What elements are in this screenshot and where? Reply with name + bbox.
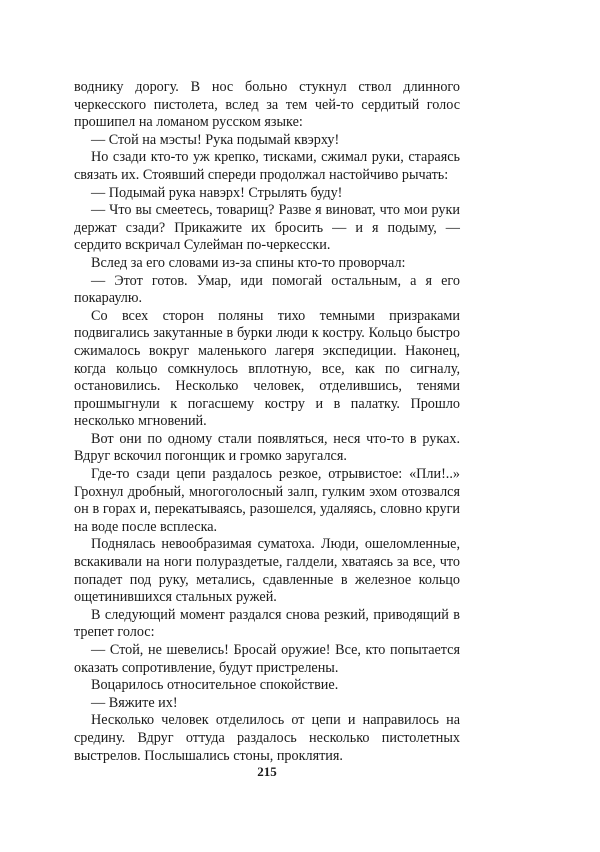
paragraph: — Стой на мэсты! Рука подымай квэрху! (91, 131, 340, 148)
paragraph: В следующий момент раздался снова резкий, приводящий в трепет голос: (74, 606, 460, 641)
paragraph: Поднялась невообразимая суматоха. Люди, ошеломленные, вскакивали на ноги полураздетые, галдели, хватаясь за все, что попадет под руку, метались, сдавленные в железное кольцо ощетинившихся стальных ружей. (74, 536, 460, 606)
paragraph: Воцарилось относительное спокойствие. (91, 677, 339, 694)
paragraph: — Вяжите их! (91, 694, 178, 711)
paragraph: Со всех сторон поляны тихо темными призраками подвигались закутанные в бурки люди к костру. Кольцо быстро сжималось вокруг маленького лагеря экспедиции. Наконец, когда кольцо сомкнулось вплотную, все, как по сигналу, остановились. Несколько человек, отделившись, тенями прошмыгнули к погасшему костру и в палатку. Прошло несколько мгновений. (74, 307, 460, 430)
page-number: 215 (257, 764, 277, 779)
paragraph: Вслед за его словами из-за спины кто-то проворчал: (91, 254, 406, 271)
paragraph: — Стой, не шевелись! Бросай оружие! Все, кто попытается оказать сопротивление, будут пристрелены. (74, 642, 460, 676)
paragraph: — Этот готов. Умар, иди помогай остальным, а я его покараулю. (74, 272, 460, 307)
body-text (74, 79, 460, 765)
paragraph: воднику дорогу. В нос больно стукнул ствол длинного черкесского пистолета, вслед за тем чей-то сердитый голос прошипел на ломаном русском языке: (74, 79, 460, 131)
paragraph: Вот они по одному стали появляться, неся что-то в руках. Вдруг вскочил погонщик и громко заругался. (74, 430, 460, 465)
paragraph: Но сзади кто-то уж крепко, тисками, сжимал руки, стараясь связать их. Стоявший спереди продолжал настойчиво рычать: (74, 149, 460, 183)
paragraph: Несколько человек отделилось от цепи и направилось на средину. Вдруг оттуда раздалось несколько пистолетных выстрелов. Послышались стоны, проклятия. (74, 712, 460, 764)
paragraph: — Подымай рука навэрх! Стрылять буду! (91, 184, 343, 201)
paragraph: — Что вы смеетесь, товарищ? Разве я виноват, что мои руки держат сзади? Прикажите их бросить — и я подыму, — сердито вскричал Сулейман по-черкесски. (74, 202, 460, 254)
paragraph: Где-то сзади цепи раздалось резкое, отрывистое: «Пли!..» Грохнул дробный, многоголосный залп, гулким эхом отозвался он в горах и, перекатываясь, разошелся, удаляясь, словно круги на воде после всплеска. (74, 466, 460, 535)
